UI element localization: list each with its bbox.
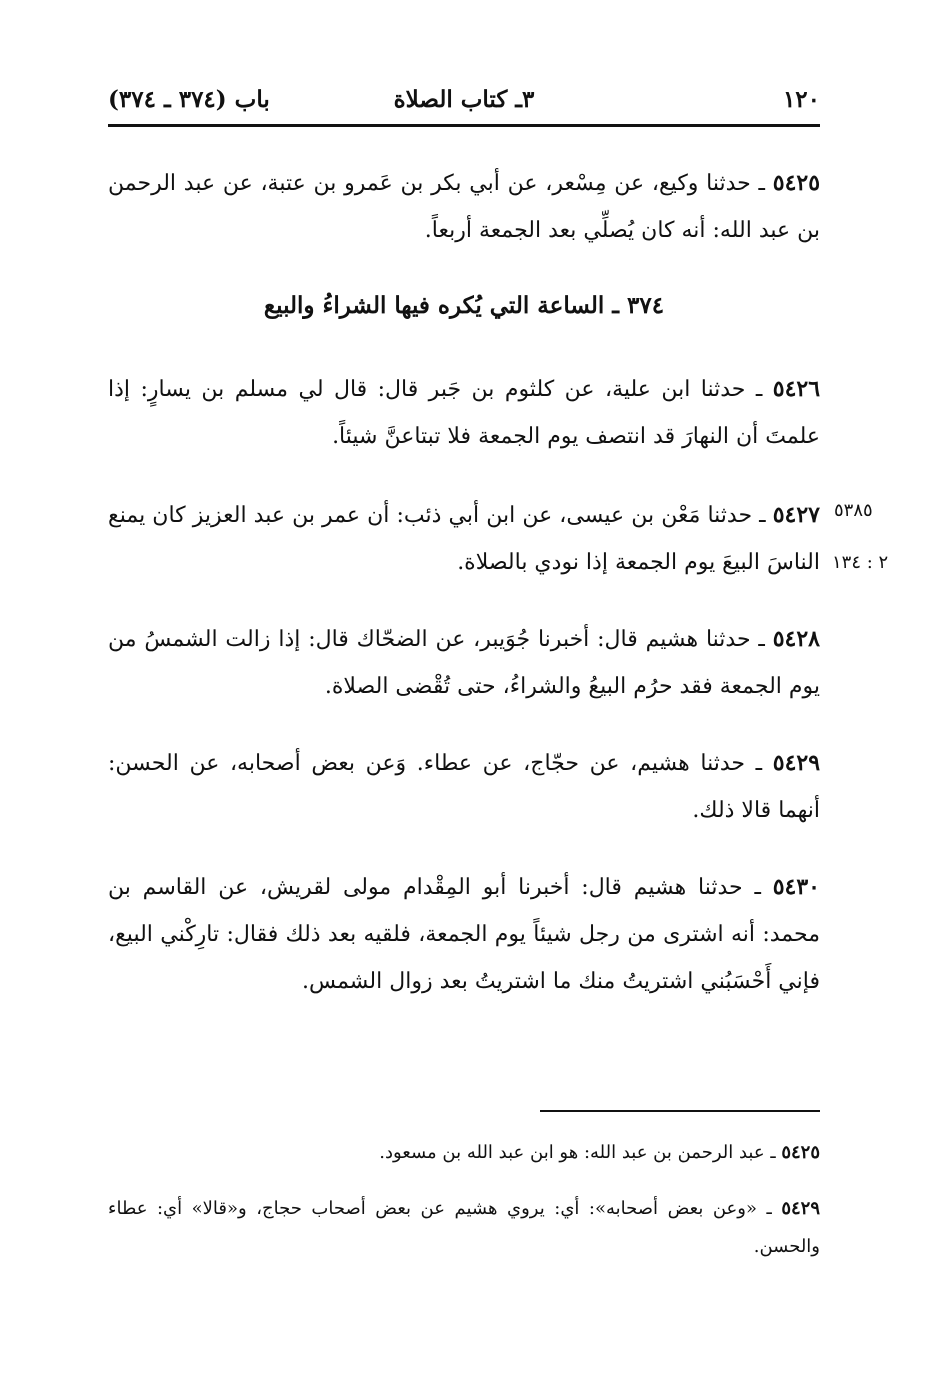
hadith-number: ٥٤٢٩: [772, 750, 821, 776]
hadith-entry: [108, 864, 820, 1005]
footnote-text: ـ عبد الرحمن بن عبد الله: هو ابن عبد الله بن مسعود.: [379, 1142, 776, 1163]
page-number: ١٢٠: [782, 86, 820, 113]
hadith-text: ـ حدثنا هشيم قال: أخبرنا أبو المِقْدام مولى لقريش، عن القاسم بن محمد: أنه اشترى من رجل شيئاً يوم الجمعة، فلقيه بعد ذلك فقال: تارِكْني البيع، فإني أَحْسَبُني اشتريتُ منك ما اشتريتُ بعد زوال الشمس.: [108, 875, 820, 994]
hadith-text: ـ حدثنا هشيم قال: أخبرنا جُوَيبر، عن الضحّاك قال: إذا زالت الشمسُ من يوم الجمعة فقد حرُم البيعُ والشراءُ، حتى تُقْضى الصلاة.: [108, 627, 820, 699]
hadith-entry: [108, 616, 820, 710]
footnote-text: ـ «وعن بعض أصحابه»: أي: يروي هشيم عن بعض أصحاب حجاج، و«قالا» أي: عطاء والحسن.: [108, 1198, 820, 1257]
hadith-number: ٥٤٢٧: [772, 502, 820, 528]
hadith-text: ـ حدثنا وكيع، عن مِسْعر، عن أبي بكر بن عَمرو بن عتبة، عن عبد الرحمن بن عبد الله: أنه كان يُصلِّي بعد الجمعة أربعاً.: [108, 171, 820, 243]
margin-reference: ٥٣٨٥: [834, 500, 873, 521]
hadith-text: ـ حدثنا هشيم، عن حجّاج، عن عطاء. وَعن بعض أصحابه، عن الحسن: أنهما قالا ذلك.: [108, 751, 820, 823]
header-rule: [108, 124, 820, 127]
hadith-text: ـ حدثنا مَعْن بن عيسى، عن ابن أبي ذئب: أن عمر بن عبد العزيز كان يمنع الناسَ البيعَ يوم الجمعة إذا نودي بالصلاة.: [108, 503, 820, 575]
section-heading: ٣٧٤ ـ الساعة التي يُكره فيها الشراءُ والبيع: [263, 292, 665, 319]
page-header: [108, 82, 820, 120]
footnote-number: ٥٤٢٥: [781, 1142, 820, 1163]
book-title: ٣ـ كتاب الصلاة: [393, 86, 535, 113]
margin-reference: ٢ : ١٣٤: [832, 552, 889, 573]
hadith-entry: [108, 160, 820, 254]
hadith-entry: [108, 366, 820, 460]
hadith-number: ٥٤٢٨: [772, 626, 820, 652]
hadith-entry: [108, 492, 820, 586]
chapter-range: باب (٣٧٤ ـ ٣٧٤): [108, 86, 270, 113]
footnote-separator: [540, 1110, 820, 1112]
hadith-entry: [108, 740, 820, 834]
hadith-number: ٥٤٣٠: [772, 874, 820, 900]
hadith-text: ـ حدثنا ابن علية، عن كلثوم بن جَبر قال: قال لي مسلم بن يسارٍ: إذا علمتَ أن النهارَ قد انتصف يوم الجمعة فلا تبتاعنَّ شيئاً.: [108, 377, 820, 449]
footnote-number: ٥٤٢٩: [781, 1198, 820, 1219]
footnote: [108, 1190, 820, 1266]
hadith-number: ٥٤٢٦: [772, 376, 821, 402]
hadith-number: ٥٤٢٥: [772, 170, 821, 196]
footnote: [108, 1134, 820, 1172]
